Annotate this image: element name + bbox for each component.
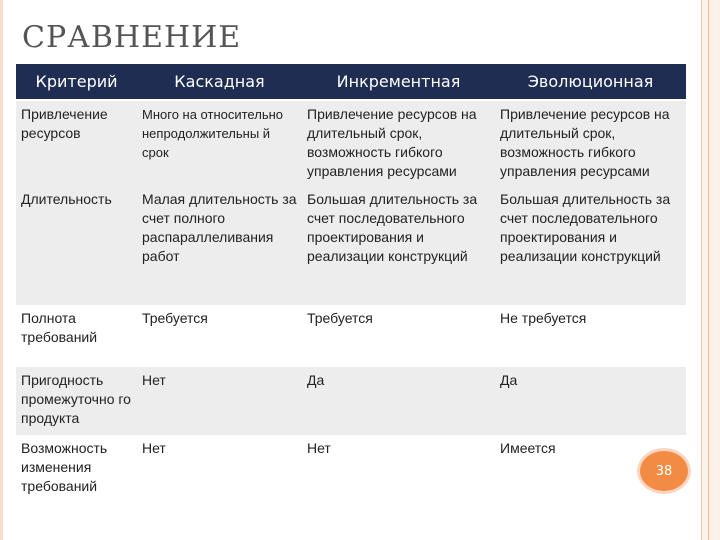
table-cell: Нет bbox=[137, 367, 302, 435]
table-row bbox=[16, 367, 686, 435]
header-evolutionary: Эволюционная bbox=[495, 64, 686, 100]
header-criterion: Критерий bbox=[16, 64, 137, 100]
table-cell: Требуется bbox=[302, 305, 495, 367]
table-cell: Много на относительно непродолжительны й срок bbox=[137, 100, 302, 186]
table-cell: Привлечение ресурсов на длительный срок, возможность гибкого управления ресурсами bbox=[495, 100, 686, 186]
header-incremental: Инкрементная bbox=[302, 64, 495, 100]
table-cell: Большая длительность за счет последовательного проектирования и реализации конструкций bbox=[495, 186, 686, 305]
table-header-row bbox=[16, 64, 686, 100]
table-cell: Большая длительность за счет последовательного проектирования и реализации конструкций bbox=[302, 186, 495, 305]
table-cell: Привлечение ресурсов bbox=[16, 100, 137, 186]
page-number-badge: 38 bbox=[640, 451, 688, 491]
table-row bbox=[16, 305, 686, 367]
table-cell: Да bbox=[302, 367, 495, 435]
table-cell: Длительность bbox=[16, 186, 137, 305]
table-cell: Имеется bbox=[495, 435, 686, 500]
table-cell: Привлечение ресурсов на длительный срок, возможность гибкого управления ресурсами bbox=[302, 100, 495, 186]
table-cell: Пригодность промежуточно го продукта bbox=[16, 367, 137, 435]
table-row bbox=[16, 100, 686, 186]
table-cell: Возможность изменения требований bbox=[16, 435, 137, 500]
header-waterfall: Каскадная bbox=[137, 64, 302, 100]
table-cell: Нет bbox=[302, 435, 495, 500]
comparison-table bbox=[16, 64, 686, 500]
table-cell: Малая длительность за счет полного распараллеливания работ bbox=[137, 186, 302, 305]
slide-frame-line bbox=[708, 0, 709, 540]
table-cell: Полнота требований bbox=[16, 305, 137, 367]
slide-title: СРАВНЕНИЕ bbox=[22, 20, 242, 55]
table-cell: Не требуется bbox=[495, 305, 686, 367]
table-cell: Да bbox=[495, 367, 686, 435]
slide-frame-left bbox=[0, 0, 3, 540]
table-cell: Требуется bbox=[137, 305, 302, 367]
table-row bbox=[16, 186, 686, 305]
table-cell: Нет bbox=[137, 435, 302, 500]
table-row bbox=[16, 435, 686, 500]
slide-frame-right bbox=[701, 0, 720, 540]
